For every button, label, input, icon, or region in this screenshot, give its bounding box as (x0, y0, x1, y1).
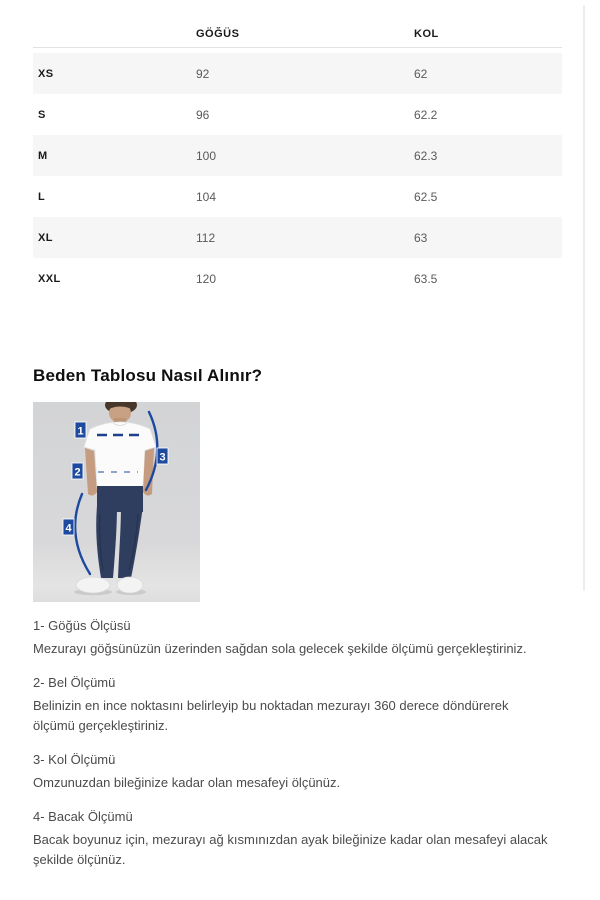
chest-cell: 100 (196, 148, 217, 163)
instruction-body: Belinizin en ince noktasını belirleyip bu noktadan mezurayı 360 derece döndürerek ölçümü gerçekleştiriniz. (33, 698, 509, 733)
header-arm: KOL (414, 27, 439, 40)
guide-title: Beden Tablosu Nasıl Alınır? (33, 366, 263, 385)
instruction-section (33, 673, 562, 736)
instruction-body: Omzunuzdan bileğinize kadar olan mesafeyi ölçünüz. (33, 775, 341, 790)
label-3 (157, 448, 168, 464)
chest-cell: 112 (196, 230, 216, 245)
size-cell: M (38, 149, 48, 162)
arm-cell: 63 (414, 230, 428, 245)
right-shoe (117, 577, 143, 593)
model-photo (33, 402, 200, 602)
arm-cell: 62 (414, 66, 428, 81)
chest-cell: 92 (196, 66, 210, 81)
size-table-body (33, 53, 562, 299)
instruction-body: Mezurayı göğsünüzün üzerinden sağdan sola gelecek şekilde ölçümü gerçekleştiriniz. (33, 641, 527, 656)
table-row (33, 53, 562, 94)
size-cell: XL (38, 231, 53, 244)
chest-cell: 96 (196, 107, 210, 122)
size-cell: XS (38, 67, 54, 80)
table-row (33, 258, 562, 299)
instruction-section (33, 616, 562, 659)
table-row (33, 135, 562, 176)
arm-cell: 62.3 (414, 148, 438, 163)
size-table-header (33, 20, 562, 48)
instruction-heading: 3- Kol Ölçümü (33, 752, 116, 767)
table-row (33, 217, 562, 258)
table-row (33, 94, 562, 135)
scrollbar-track[interactable] (583, 5, 585, 591)
label-4-text: 4 (65, 522, 72, 535)
size-cell: L (38, 190, 46, 203)
instruction-body: Bacak boyunuz için, mezurayı ağ kısmınızdan ayak bileğinize kadar olan mesafeyi alacak şekilde ölçünüz. (33, 832, 548, 867)
instruction-heading: 4- Bacak Ölçümü (33, 809, 133, 824)
instruction-heading: 2- Bel Ölçümü (33, 675, 116, 690)
size-cell: S (38, 108, 46, 121)
label-1-text: 1 (77, 425, 84, 438)
table-row (33, 176, 562, 217)
instructions (33, 616, 562, 870)
instruction-section (33, 807, 562, 870)
left-shoe (76, 577, 110, 593)
arm-cell: 62.5 (414, 189, 438, 204)
label-1 (75, 422, 86, 438)
chest-cell: 120 (196, 271, 217, 286)
label-2 (72, 463, 83, 479)
arm-cell: 62.2 (414, 107, 438, 122)
header-chest: GÖĞÜS (196, 27, 240, 40)
label-2-text: 2 (74, 466, 81, 479)
size-table (33, 20, 562, 299)
label-3-text: 3 (159, 451, 166, 464)
arm-cell: 63.5 (414, 271, 438, 286)
instruction-section (33, 750, 562, 793)
measurement-figure (33, 402, 200, 602)
chest-cell: 104 (196, 189, 217, 204)
instruction-heading: 1- Göğüs Ölçüsü (33, 618, 131, 633)
size-cell: XXL (38, 272, 61, 285)
label-4 (63, 519, 74, 535)
